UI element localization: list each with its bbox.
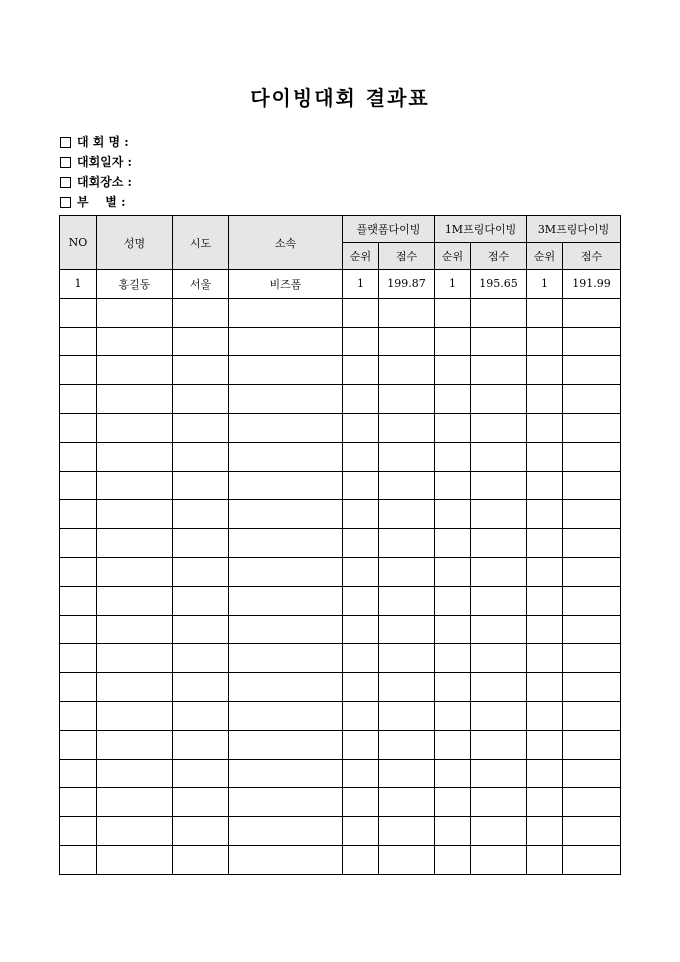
cell-name bbox=[97, 327, 173, 356]
cell-name bbox=[97, 673, 173, 702]
cell-affiliation bbox=[229, 845, 343, 874]
page-title: 다이빙대회 결과표 bbox=[250, 86, 430, 110]
cell-affiliation bbox=[229, 413, 343, 442]
cell-r1 bbox=[343, 529, 379, 558]
cell-no bbox=[60, 673, 97, 702]
cell-no bbox=[60, 701, 97, 730]
cell-r2 bbox=[435, 817, 471, 846]
cell-s3 bbox=[563, 298, 621, 327]
cell-s2 bbox=[471, 586, 527, 615]
cell-affiliation bbox=[229, 817, 343, 846]
cell-no bbox=[60, 817, 97, 846]
cell-city bbox=[173, 413, 229, 442]
cell-s2 bbox=[471, 730, 527, 759]
cell-s1 bbox=[379, 557, 435, 586]
cell-city bbox=[173, 673, 229, 702]
cell-city bbox=[173, 557, 229, 586]
cell-no bbox=[60, 500, 97, 529]
cell-s3 bbox=[563, 701, 621, 730]
cell-r1 bbox=[343, 817, 379, 846]
cell-city bbox=[173, 500, 229, 529]
info-competition-name bbox=[60, 132, 132, 152]
cell-s2 bbox=[471, 327, 527, 356]
cell-no bbox=[60, 615, 97, 644]
header-event-3m: 3M프링다이빙 bbox=[527, 216, 621, 243]
cell-s2 bbox=[471, 615, 527, 644]
cell-s2 bbox=[471, 385, 527, 414]
header-rank: 순위 bbox=[435, 243, 471, 270]
cell-city bbox=[173, 701, 229, 730]
cell-s1 bbox=[379, 644, 435, 673]
cell-s2: 195.65 bbox=[471, 270, 527, 299]
cell-city bbox=[173, 385, 229, 414]
cell-affiliation bbox=[229, 356, 343, 385]
cell-s1 bbox=[379, 788, 435, 817]
cell-r2 bbox=[435, 471, 471, 500]
cell-r3 bbox=[527, 845, 563, 874]
cell-city: 서울 bbox=[173, 270, 229, 299]
cell-name bbox=[97, 586, 173, 615]
cell-r1: 1 bbox=[343, 270, 379, 299]
table-row bbox=[60, 298, 621, 327]
cell-r1 bbox=[343, 701, 379, 730]
cell-s3 bbox=[563, 413, 621, 442]
cell-city bbox=[173, 788, 229, 817]
cell-s1 bbox=[379, 701, 435, 730]
cell-no bbox=[60, 759, 97, 788]
cell-s3 bbox=[563, 644, 621, 673]
cell-s3 bbox=[563, 615, 621, 644]
cell-s2 bbox=[471, 759, 527, 788]
cell-no bbox=[60, 442, 97, 471]
header-no: NO bbox=[60, 216, 97, 270]
table-row bbox=[60, 701, 621, 730]
header-rank: 순위 bbox=[527, 243, 563, 270]
cell-no bbox=[60, 730, 97, 759]
cell-name bbox=[97, 644, 173, 673]
info-label: 부 별 : bbox=[77, 195, 126, 209]
cell-no bbox=[60, 413, 97, 442]
cell-r2 bbox=[435, 327, 471, 356]
cell-name bbox=[97, 529, 173, 558]
cell-r1 bbox=[343, 730, 379, 759]
cell-s3 bbox=[563, 471, 621, 500]
cell-s3 bbox=[563, 845, 621, 874]
cell-no bbox=[60, 385, 97, 414]
cell-s2 bbox=[471, 298, 527, 327]
cell-city bbox=[173, 327, 229, 356]
checkbox-square-icon bbox=[60, 137, 71, 148]
cell-no bbox=[60, 644, 97, 673]
cell-r1 bbox=[343, 298, 379, 327]
table-row bbox=[60, 759, 621, 788]
cell-r2 bbox=[435, 615, 471, 644]
cell-affiliation bbox=[229, 442, 343, 471]
cell-s3 bbox=[563, 586, 621, 615]
cell-r3 bbox=[527, 644, 563, 673]
cell-affiliation bbox=[229, 730, 343, 759]
cell-s1 bbox=[379, 817, 435, 846]
cell-r2 bbox=[435, 788, 471, 817]
cell-s1 bbox=[379, 471, 435, 500]
cell-s3 bbox=[563, 356, 621, 385]
cell-name bbox=[97, 557, 173, 586]
cell-s2 bbox=[471, 673, 527, 702]
cell-r3 bbox=[527, 500, 563, 529]
info-competition-venue bbox=[60, 172, 132, 192]
cell-r3 bbox=[527, 356, 563, 385]
cell-r2 bbox=[435, 557, 471, 586]
cell-s3 bbox=[563, 442, 621, 471]
header-city: 시도 bbox=[173, 216, 229, 270]
cell-s3 bbox=[563, 730, 621, 759]
cell-r1 bbox=[343, 385, 379, 414]
cell-r2 bbox=[435, 298, 471, 327]
results-table bbox=[59, 215, 621, 875]
cell-s1 bbox=[379, 845, 435, 874]
cell-affiliation bbox=[229, 701, 343, 730]
cell-r3 bbox=[527, 327, 563, 356]
cell-s2 bbox=[471, 500, 527, 529]
cell-r3 bbox=[527, 298, 563, 327]
cell-s2 bbox=[471, 845, 527, 874]
header-name: 성명 bbox=[97, 216, 173, 270]
cell-r3 bbox=[527, 817, 563, 846]
cell-s3 bbox=[563, 500, 621, 529]
cell-r3 bbox=[527, 557, 563, 586]
cell-no bbox=[60, 788, 97, 817]
cell-no bbox=[60, 529, 97, 558]
cell-r3 bbox=[527, 730, 563, 759]
cell-s2 bbox=[471, 529, 527, 558]
cell-r3 bbox=[527, 586, 563, 615]
cell-name bbox=[97, 442, 173, 471]
header-score: 점수 bbox=[471, 243, 527, 270]
cell-r3 bbox=[527, 471, 563, 500]
table-row bbox=[60, 788, 621, 817]
cell-city bbox=[173, 298, 229, 327]
cell-r2 bbox=[435, 759, 471, 788]
cell-r2 bbox=[435, 413, 471, 442]
cell-r3 bbox=[527, 615, 563, 644]
cell-r1 bbox=[343, 442, 379, 471]
cell-r1 bbox=[343, 500, 379, 529]
info-label: 대 회 명 : bbox=[77, 135, 129, 149]
table-row bbox=[60, 413, 621, 442]
cell-affiliation bbox=[229, 615, 343, 644]
cell-affiliation bbox=[229, 788, 343, 817]
cell-affiliation bbox=[229, 385, 343, 414]
info-label: 대회장소 : bbox=[77, 175, 132, 189]
cell-r2 bbox=[435, 586, 471, 615]
cell-r1 bbox=[343, 356, 379, 385]
cell-s2 bbox=[471, 788, 527, 817]
cell-r3 bbox=[527, 385, 563, 414]
table-row bbox=[60, 557, 621, 586]
cell-name bbox=[97, 701, 173, 730]
cell-r1 bbox=[343, 673, 379, 702]
table-row bbox=[60, 673, 621, 702]
cell-r1 bbox=[343, 759, 379, 788]
cell-r3 bbox=[527, 413, 563, 442]
table-body bbox=[60, 270, 621, 875]
cell-r1 bbox=[343, 788, 379, 817]
checkbox-square-icon bbox=[60, 157, 71, 168]
info-division bbox=[60, 192, 132, 212]
cell-r2 bbox=[435, 845, 471, 874]
cell-affiliation bbox=[229, 557, 343, 586]
cell-name bbox=[97, 385, 173, 414]
header-affiliation: 소속 bbox=[229, 216, 343, 270]
cell-name bbox=[97, 500, 173, 529]
cell-r1 bbox=[343, 845, 379, 874]
cell-r2: 1 bbox=[435, 270, 471, 299]
cell-no bbox=[60, 327, 97, 356]
cell-affiliation bbox=[229, 298, 343, 327]
cell-s2 bbox=[471, 356, 527, 385]
cell-city bbox=[173, 845, 229, 874]
cell-s3 bbox=[563, 557, 621, 586]
cell-r3 bbox=[527, 673, 563, 702]
cell-name bbox=[97, 298, 173, 327]
cell-affiliation bbox=[229, 500, 343, 529]
header-rank: 순위 bbox=[343, 243, 379, 270]
table-row bbox=[60, 270, 621, 299]
cell-affiliation bbox=[229, 529, 343, 558]
cell-no bbox=[60, 845, 97, 874]
table-row bbox=[60, 615, 621, 644]
cell-city bbox=[173, 471, 229, 500]
cell-name bbox=[97, 845, 173, 874]
cell-s2 bbox=[471, 471, 527, 500]
cell-s1 bbox=[379, 356, 435, 385]
cell-city bbox=[173, 615, 229, 644]
cell-r3 bbox=[527, 529, 563, 558]
cell-r3: 1 bbox=[527, 270, 563, 299]
cell-s3 bbox=[563, 788, 621, 817]
cell-city bbox=[173, 442, 229, 471]
cell-affiliation bbox=[229, 759, 343, 788]
cell-affiliation bbox=[229, 586, 343, 615]
cell-no bbox=[60, 298, 97, 327]
cell-s1 bbox=[379, 759, 435, 788]
cell-s1 bbox=[379, 385, 435, 414]
checkbox-square-icon bbox=[60, 177, 71, 188]
cell-s1 bbox=[379, 730, 435, 759]
table-row bbox=[60, 817, 621, 846]
cell-no: 1 bbox=[60, 270, 97, 299]
cell-r1 bbox=[343, 413, 379, 442]
cell-s1 bbox=[379, 442, 435, 471]
cell-no bbox=[60, 356, 97, 385]
cell-s2 bbox=[471, 413, 527, 442]
cell-s1: 199.87 bbox=[379, 270, 435, 299]
cell-r3 bbox=[527, 442, 563, 471]
cell-no bbox=[60, 586, 97, 615]
cell-r2 bbox=[435, 356, 471, 385]
table-row bbox=[60, 586, 621, 615]
cell-s2 bbox=[471, 701, 527, 730]
cell-r1 bbox=[343, 586, 379, 615]
cell-s3 bbox=[563, 529, 621, 558]
cell-no bbox=[60, 557, 97, 586]
cell-s3 bbox=[563, 327, 621, 356]
cell-affiliation bbox=[229, 644, 343, 673]
cell-r2 bbox=[435, 644, 471, 673]
cell-name bbox=[97, 413, 173, 442]
cell-no bbox=[60, 471, 97, 500]
table-row bbox=[60, 644, 621, 673]
cell-city bbox=[173, 356, 229, 385]
cell-s1 bbox=[379, 500, 435, 529]
table-row bbox=[60, 471, 621, 500]
cell-r2 bbox=[435, 529, 471, 558]
cell-name: 홍길동 bbox=[97, 270, 173, 299]
table-row bbox=[60, 442, 621, 471]
table-row bbox=[60, 730, 621, 759]
cell-s2 bbox=[471, 817, 527, 846]
cell-s2 bbox=[471, 644, 527, 673]
cell-s1 bbox=[379, 586, 435, 615]
cell-r3 bbox=[527, 759, 563, 788]
cell-city bbox=[173, 730, 229, 759]
cell-name bbox=[97, 788, 173, 817]
cell-r1 bbox=[343, 327, 379, 356]
cell-name bbox=[97, 730, 173, 759]
table-row bbox=[60, 385, 621, 414]
table-row bbox=[60, 356, 621, 385]
cell-name bbox=[97, 615, 173, 644]
cell-s2 bbox=[471, 442, 527, 471]
cell-s1 bbox=[379, 615, 435, 644]
cell-s1 bbox=[379, 327, 435, 356]
cell-s1 bbox=[379, 298, 435, 327]
cell-r2 bbox=[435, 385, 471, 414]
table-row bbox=[60, 327, 621, 356]
header-event-1m: 1M프링다이빙 bbox=[435, 216, 527, 243]
cell-name bbox=[97, 471, 173, 500]
table-row bbox=[60, 529, 621, 558]
info-section bbox=[60, 132, 132, 212]
cell-r3 bbox=[527, 788, 563, 817]
cell-r1 bbox=[343, 644, 379, 673]
cell-s3 bbox=[563, 385, 621, 414]
cell-r2 bbox=[435, 442, 471, 471]
cell-affiliation: 비즈폼 bbox=[229, 270, 343, 299]
cell-s3 bbox=[563, 759, 621, 788]
cell-s1 bbox=[379, 673, 435, 702]
cell-name bbox=[97, 817, 173, 846]
info-label: 대회일자 : bbox=[77, 155, 132, 169]
cell-city bbox=[173, 529, 229, 558]
cell-r2 bbox=[435, 701, 471, 730]
cell-r3 bbox=[527, 701, 563, 730]
cell-s1 bbox=[379, 413, 435, 442]
cell-city bbox=[173, 586, 229, 615]
cell-s2 bbox=[471, 557, 527, 586]
checkbox-square-icon bbox=[60, 197, 71, 208]
info-competition-date bbox=[60, 152, 132, 172]
cell-r2 bbox=[435, 730, 471, 759]
cell-s3: 191.99 bbox=[563, 270, 621, 299]
cell-s1 bbox=[379, 529, 435, 558]
cell-r2 bbox=[435, 500, 471, 529]
cell-r1 bbox=[343, 557, 379, 586]
header-score: 점수 bbox=[563, 243, 621, 270]
cell-name bbox=[97, 356, 173, 385]
cell-r1 bbox=[343, 615, 379, 644]
cell-city bbox=[173, 759, 229, 788]
cell-r1 bbox=[343, 471, 379, 500]
cell-affiliation bbox=[229, 327, 343, 356]
cell-city bbox=[173, 817, 229, 846]
cell-s3 bbox=[563, 817, 621, 846]
table-row bbox=[60, 845, 621, 874]
table-row bbox=[60, 500, 621, 529]
header-event-platform: 플랫폼다이빙 bbox=[343, 216, 435, 243]
cell-affiliation bbox=[229, 673, 343, 702]
cell-affiliation bbox=[229, 471, 343, 500]
cell-name bbox=[97, 759, 173, 788]
cell-s3 bbox=[563, 673, 621, 702]
header-score: 점수 bbox=[379, 243, 435, 270]
cell-city bbox=[173, 644, 229, 673]
cell-r2 bbox=[435, 673, 471, 702]
